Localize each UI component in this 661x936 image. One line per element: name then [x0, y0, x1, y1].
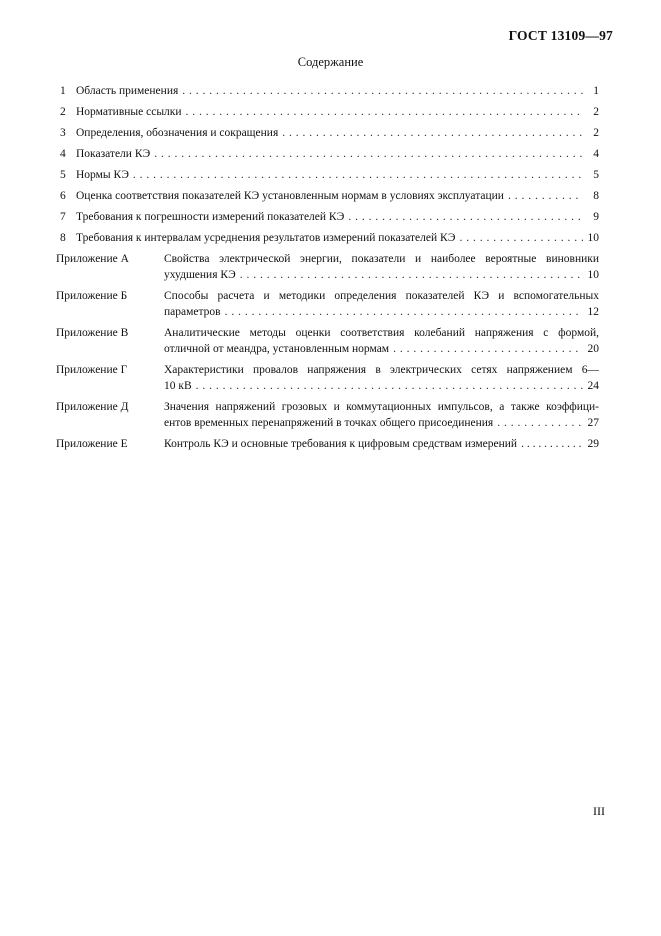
standard-code: ГОСТ 13109—97 [508, 28, 613, 43]
toc-entry-section-1[interactable] [60, 83, 599, 99]
section-title: Определения, обозначения и сокращения [76, 127, 279, 139]
section-number: 2 [60, 106, 66, 118]
section-title: Требования к интервалам усреднения результатов измерений показателей КЭ [76, 232, 456, 244]
page-ref: 20 [587, 343, 599, 355]
page-ref: 2 [593, 127, 599, 139]
appendix-title-line2: отличной от меандра, установленным нормам [164, 343, 390, 355]
section-number: 1 [60, 85, 66, 97]
appendix-title-line1: Свойства электрической энергии, показатели и наиболее вероятные виновники [164, 253, 599, 265]
section-title: Нормативные ссылки [76, 106, 182, 118]
dot-leader [282, 125, 583, 141]
page-ref: 12 [587, 306, 599, 318]
dot-leader [240, 267, 583, 283]
page-ref: 27 [587, 417, 599, 429]
toc-title: Содержание [297, 55, 364, 69]
toc-entry-appendix-d[interactable] [56, 399, 599, 431]
appendix-prefix: Приложение В [56, 327, 129, 339]
appendix-title-line2: параметров [164, 306, 221, 318]
section-number: 8 [60, 232, 66, 244]
toc-entry-section-7[interactable] [60, 209, 599, 225]
section-number: 3 [60, 127, 66, 139]
appendix-prefix: Приложение Е [56, 438, 128, 450]
toc-entry-section-6[interactable] [60, 188, 599, 204]
dot-leader [393, 341, 583, 357]
section-number: 4 [60, 148, 66, 160]
appendix-title-line1: Характеристики провалов напряжения в электрических сетях напряжением 6— [164, 364, 599, 376]
appendix-prefix: Приложение Д [56, 401, 129, 413]
toc-entry-appendix-g[interactable] [56, 362, 599, 394]
toc-entry-appendix-e[interactable] [56, 436, 599, 452]
appendix-title-line1: Значения напряжений грозовых и коммутационных импульсов, а также коэффици- [164, 401, 599, 413]
section-title: Оценка соответствия показателей КЭ установленным нормам в условиях эксплуатации [76, 190, 504, 202]
section-title: Показатели КЭ [76, 148, 151, 160]
toc-entry-appendix-v[interactable] [56, 325, 599, 357]
toc-entry-appendix-b[interactable] [56, 288, 599, 320]
dot-leader [182, 83, 583, 99]
section-title: Область применения [76, 85, 179, 97]
toc-entry-section-2[interactable] [60, 104, 599, 120]
dot-leader [225, 304, 583, 320]
dot-leader [348, 209, 583, 225]
section-number: 5 [60, 169, 66, 181]
section-title: Требования к погрешности измерений показателей КЭ [76, 211, 345, 223]
page-ref: 5 [593, 169, 599, 181]
toc-entry-section-4[interactable] [60, 146, 599, 162]
page-number: III [593, 804, 605, 818]
toc-entry-section-3[interactable] [60, 125, 599, 141]
dot-leader [459, 230, 583, 246]
appendix-title-line1: Способы расчета и методики определения показателей КЭ и вспомогательных [164, 290, 599, 302]
appendix-prefix: Приложение А [56, 253, 129, 265]
page-ref: 24 [587, 380, 599, 392]
dot-leader [186, 104, 583, 120]
dot-leader [196, 378, 583, 394]
page-ref: 10 [587, 232, 599, 244]
table-of-contents [56, 83, 599, 457]
appendix-title-line2: ентов временных перенапряжений в точках общего присоединения [164, 417, 494, 429]
page-ref: 1 [593, 85, 599, 97]
section-number: 7 [60, 211, 66, 223]
page-ref: 10 [587, 269, 599, 281]
page-ref: 2 [593, 106, 599, 118]
dot-leader [497, 415, 583, 431]
section-number: 6 [60, 190, 66, 202]
dot-leader [508, 188, 583, 204]
dot-leader [521, 436, 583, 452]
page-ref: 4 [593, 148, 599, 160]
dot-leader [154, 146, 583, 162]
appendix-title-line2: ухудшения КЭ [164, 269, 236, 281]
page-ref: 8 [593, 190, 599, 202]
appendix-title: Контроль КЭ и основные требования к цифровым средствам измерений [164, 438, 518, 450]
dot-leader [133, 167, 583, 183]
toc-entry-appendix-a[interactable] [56, 251, 599, 283]
appendix-prefix: Приложение Г [56, 364, 128, 376]
section-title: Нормы КЭ [76, 169, 129, 181]
page-ref: 9 [593, 211, 599, 223]
appendix-prefix: Приложение Б [56, 290, 128, 302]
appendix-title-line1: Аналитические методы оценки соответствия колебаний напряжения с формой, [164, 327, 599, 339]
toc-entry-section-8[interactable] [60, 230, 599, 246]
toc-entry-section-5[interactable] [60, 167, 599, 183]
appendix-title-line2: 10 кВ [164, 380, 192, 392]
page-ref: 29 [587, 438, 599, 450]
